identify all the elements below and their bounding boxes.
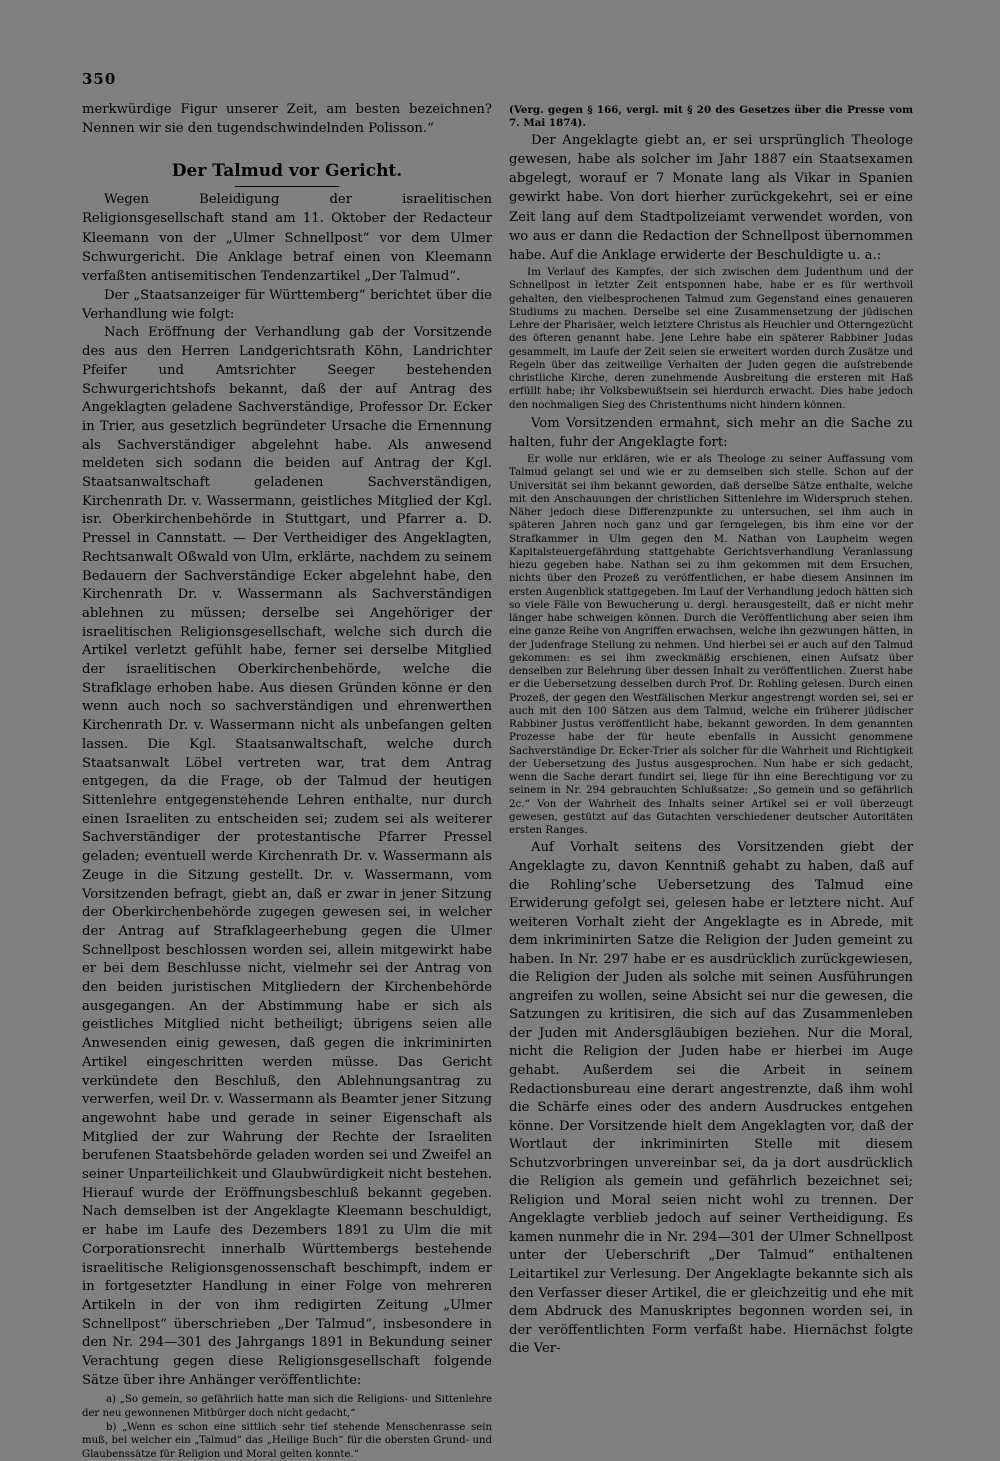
- paragraph: Nach Eröffnung der Verhandlung gab der Vorsitzende des aus den Herren Landgerichtsrath Köhn, Landrichter Pfeifer und Amtsrichter Seeger bestehenden Schwurgerichtshofs bekannt, daß der auf Antrag des Angeklagten geladene Sachverständige, Professor Dr. Ecker in Trier, aus gesetzlich begründeter Ursache die Ernennung als Sachverständiger abgelehnt habe. Als anwesend meldeten sich sodann die beiden auf Antrag der Kgl. Staatsanwaltschaft geladenen Sachverständigen, Kirchenrath Dr. v. Wassermann, geistliches Mitglied der Kgl. isr. Oberkirchenbehörde in Stuttgart, und Pfarrer a. D. Pressel in Cannstatt. — Der Vertheidiger des Angeklagten, Rechtsanwalt Oßwald von Ulm, erklärte, nachdem zu seinem Bedauern der Sachverständige Ecker abgelehnt habe, den Kirchenrath Dr. v. Wassermann als Sachverständigen ablehnen zu müssen; derselbe sei Angehöriger der israelitischen Religionsgesellschaft, welche sich durch die Artikel verletzt gefühlt habe, ferner sei derselbe Mitglied der israelitischen Oberkirchenbehörde, welche die Strafklage erhoben habe. Aus diesen Gründen könne er den wenn auch noch so sachverständigen und ehrenwerthen Kirchenrath Dr. v. Wassermann nicht als unbefangen gelten lassen. Die Kgl. Staatsanwaltschaft, welche durch Staatsanwalt Löbel vertreten war, trat dem Antrag entgegen, da die Frage, ob der Talmud der heutigen Sittenlehre entgegenstehende Lehren enthalte, nur durch einen Israeliten zu entscheiden sei; zudem sei als weiterer Sachverständiger der protestantische Pfarrer Pressel geladen; eventuell werde Kirchenrath Dr. v. Wassermann als Zeuge in die Sitzung gestellt. Dr. v. Wassermann, vom Vorsitzenden befragt, giebt an, daß er zwar in jener Sitzung der Oberkirchenbehörde zugegen gewesen sei, in welcher der Antrag auf Strafklageerhebung gegen die Ulmer Schnellpost beschlossen worden sei, allein mitgewirkt habe er bei dem Beschlusse nicht, vielmehr sei der Antrag von den beiden juristischen Mitgliedern der Kirchenbehörde ausgegangen. An der Abstimmung habe er sich als geistliches Mitglied nicht betheiligt; übrigens seien alle Anwesenden einig gewesen, daß gegen die inkriminirten Artikel eingeschritten werden müsse. Das Gericht verkündete den Beschluß, den Ablehnungsantrag zu verwerfen, weil Dr. v. Wassermann als Beamter jener Sitzung angewohnt habe und gerade in seiner Eigenschaft als Mitglied der zur Wahrung der Rechte der Israeliten berufenen Staatsbehörde geladen worden sei und Zweifel an seiner Unparteilichkeit und Glaubwürdigkeit nicht bestehen. Hierauf wurde der Eröffnungsbeschluß bekannt gegeben. Nach demselben ist der Angeklagte Kleemann beschuldigt, er habe im Laufe des Dezembers 1891 zu Ulm die mit Corporationsrecht innerhalb Württembergs bestehende israelitische Religionsgenossenschaft beschimpft, indem er in fortgesetzter Handlung in einer Folge von mehreren Artikeln in der von ihm redigirten Zeitung „Ulmer Schnellpost“ überschrieben „Der Talmud“, insbesondere in den Nr. 294—301 des Jahrgangs 1891 in Bekundung seiner Verachtung gegen diese Religionsgesellschaft folgende Sätze über ihre Anhänger veröffentlichte:: [82, 325, 492, 1388]
- small-print-paragraph: Im Verlauf des Kampfes, der sich zwischen dem Judenthum und der Schnellpost in letzter Zeit entsponnen habe, habe er es für werthvoll gehalten, den vielbesprochenen Talmud zum Gegenstand eines genaueren Studiums zu machen. Derselbe sei eine Zusammensetzung der jüdischen Lehre der Pharisäer, welch letztere Christus als Heuchler und Otterngezücht des öfteren genannt habe. Jene Lehre habe ein späterer Rabbiner Judas gesammelt, im Laufe der Zeit seien sie erweitert worden durch Zusätze und Regeln über das zeitweilige Verhalten der Juden gegen die aufstrebende christliche Kirche, deren zunehmende Ausbreitung die ersteren mit Haß erfüllt habe; ihr Volksbewußtsein sei hierdurch erwacht. Dies habe jedoch den nochmaligen Sieg des Christenthums nicht hindern können.: [509, 266, 913, 411]
- legal-reference: (Verg. gegen § 166, vergl. mit § 20 des Gesetzes über die Presse vom 7. Mai 1874).: [509, 104, 913, 129]
- article-heading: Der Talmud vor Gericht.: [171, 161, 403, 182]
- paragraph: Vom Vorsitzenden ermahnt, sich mehr an die Sache zu halten, fuhr der Angeklagte fort:: [509, 415, 913, 450]
- opening-text: merkwürdige Figur unserer Zeit, am besten bezeichnen? Nennen wir sie den tugendschwindelnden Polisson.“: [82, 102, 492, 137]
- paragraph: Wegen Beleidigung der israelitischen Religionsgesellschaft stand am 11. Oktober der Redacteur Kleemann von der „Ulmer Schnellpost“ vor dem Ulmer Schwurgericht. Die Anklage betraf einen von Kleemann verfaßten antisemitischen Tendenzartikel „Der Talmud“.: [82, 192, 492, 284]
- quoted-sentences: [82, 1393, 492, 1461]
- paragraph: Auf Vorhalt seitens des Vorsitzenden giebt der Angeklagte zu, davon Kenntniß gehabt zu haben, daß auf die Rohling’sche Uebersetzung des Talmud eine Erwiderung gefolgt sei, gelesen habe er letztere nicht. Auf weiteren Vorhalt zieht der Angeklagte es in Abrede, mit dem inkriminirten Satze die Religion der Juden gemeint zu haben. In Nr. 297 habe er es ausdrücklich zurückgewiesen, die Religion der Juden als solche mit seinen Ausführungen angreifen zu wollen, seine Absicht sei nur die gewesen, die Satzungen zu kritisiren, die sich auf das Zusammenleben der Juden mit Andersgläubigen beziehen. Nur die Moral, nicht die Religion der Juden habe er hierbei im Auge gehabt. Außerdem sei die Arbeit in seinem Redactionsbureau eine derart angestrenzte, daß ihm wohl die Schärfe eines oder des andern Ausdruckes entgehen könne. Der Vorsitzende hielt dem Angeklagten vor, daß der Wortlaut der inkriminirten Stelle mit diesem Schutzvorbringen unvereinbar sei, da ja dort ausdrücklich die Religion als gemein und gefährlich bezeichnet sei; Religion und Moral seien nicht wohl zu trennen. Der Angeklagte verblieb jedoch auf seiner Vertheidigung. Es kamen nunmehr die in Nr. 294—301 der Ulmer Schnellpost unter der Ueberschrift „Der Talmud“ enthaltenen Leitartikel zur Verlesung. Der Angeklagte bekannte sich als den Verfasser dieser Artikel, die er gleichzeitig und ehe mit dem Abdruck des Manuskriptes begonnen worden sei, in der veröffentlichten Form verfaßt habe. Hiernächst folgte die Ver-: [509, 840, 913, 1357]
- small-print-paragraph: Er wolle nur erklären, wie er als Theologe zu seiner Auffassung vom Talmud gelangt sei und wie er zu demselben sich stelle. Schon auf der Universität sei ihm bekannt geworden, daß derselbe Sätze enthalte, welche mit den Anschauungen der christlichen Sittenlehre im Widerspruch stehen. Näher jedoch diese Differenzpunkte zu untersuchen, sei ihm auch in späteren Jahren noch ganz und gar ferngelegen, bis ihm eine vor der Strafkammer in Ulm gegen den M. Nathan von Laupheim wegen Kapitalsteuergefährdung stattgehabte Gerichtsverhandlung Veranlassung hiezu gegeben habe. Nathan sei zu ihm gekommen mit dem Ersuchen, nichts über den Prozeß zu veröffentlichen, er habe diesem Ansinnen im ersten Augenblick stattgegeben. Im Lauf der Verhandlung jedoch hätten sich so viele Fälle von Bewucherung u. dergl. herausgestellt, daß er nicht mehr länger habe schweigen können. Durch die Veröffentlichung aber seien ihm eine ganze Reihe von Angriffen erwachsen, welche ihn gezwungen hätten, in der Judenfrage Stellung zu nehmen. Und hierbei sei er auch auf den Talmud gekommen: es sei ihm zweckmäßig erschienen, einen Aufsatz über denselben zur Belehrung über dessen Inhalt zu veröffentlichen. Zuerst habe er die Uebersetzung desselben durch Prof. Dr. Rohling gelesen. Durch einen Prozeß, der gegen den Westfälischen Merkur angestrengt worden sei, sei er auch mit den 100 Sätzen aus dem Talmud, welche ein früherer jüdischer Rabbiner Justus veröffentlicht habe, bekannt geworden. In dem genannten Prozesse habe der für heute ebenfalls in Aussicht genommene Sachverständige Dr. Ecker-Trier als solcher für die Wahrheit und Richtigkeit der Uebersetzung des Justus ausgesprochen. Nun habe er sich gedacht, wenn die Sache derart fundirt sei, liege für ihn eine Berechtigung vor zu seinem in Nr. 294 gebrauchten Schlußsatze: „So gemein und so gefährlich 2c.“ Von der Wahrheit des Inhalts seiner Artikel sei er voll überzeugt gewesen, gestützt auf das Gutachten verschiedener deutscher Autoritäten ersten Ranges.: [509, 453, 913, 837]
- right-column: [509, 104, 913, 1359]
- quote-b: b) „Wenn es schon eine sittlich sehr tief stehende Menschenrasse sein muß, bei welcher ein „Talmud“ das „Heilige Buch“ für die obersten Grund- und Glaubenssätze für Religion und Moral gelten konnte.“: [82, 1421, 492, 1460]
- quote-a: a) „So gemein, so gefährlich hatte man sich die Religions- und Sittenlehre der neu gewonnenen Mitbürger doch nicht gedacht,“: [82, 1394, 492, 1420]
- page-number: 350: [82, 70, 117, 88]
- paragraph: Der „Staatsanzeiger für Württemberg“ berichtet über die Verhandlung wie folgt:: [82, 288, 492, 323]
- paragraph: Der Angeklagte giebt an, er sei ursprünglich Theologe gewesen, habe als solcher im Jahr 1887 ein Staatsexamen abgelegt, worauf er 7 Monate lang als Vikar in Spanien gewirkt habe. Von dort hierher zurückgekehrt, sei er eine Zeit lang auf dem Stadtpolizeiamt verwendet worden, von wo aus er dann die Redaction der Schnellpost übernommen habe. Auf die Anklage erwiderte der Beschuldigte u. a.:: [509, 133, 913, 263]
- left-column: [82, 100, 492, 1461]
- heading-rule: [235, 186, 339, 187]
